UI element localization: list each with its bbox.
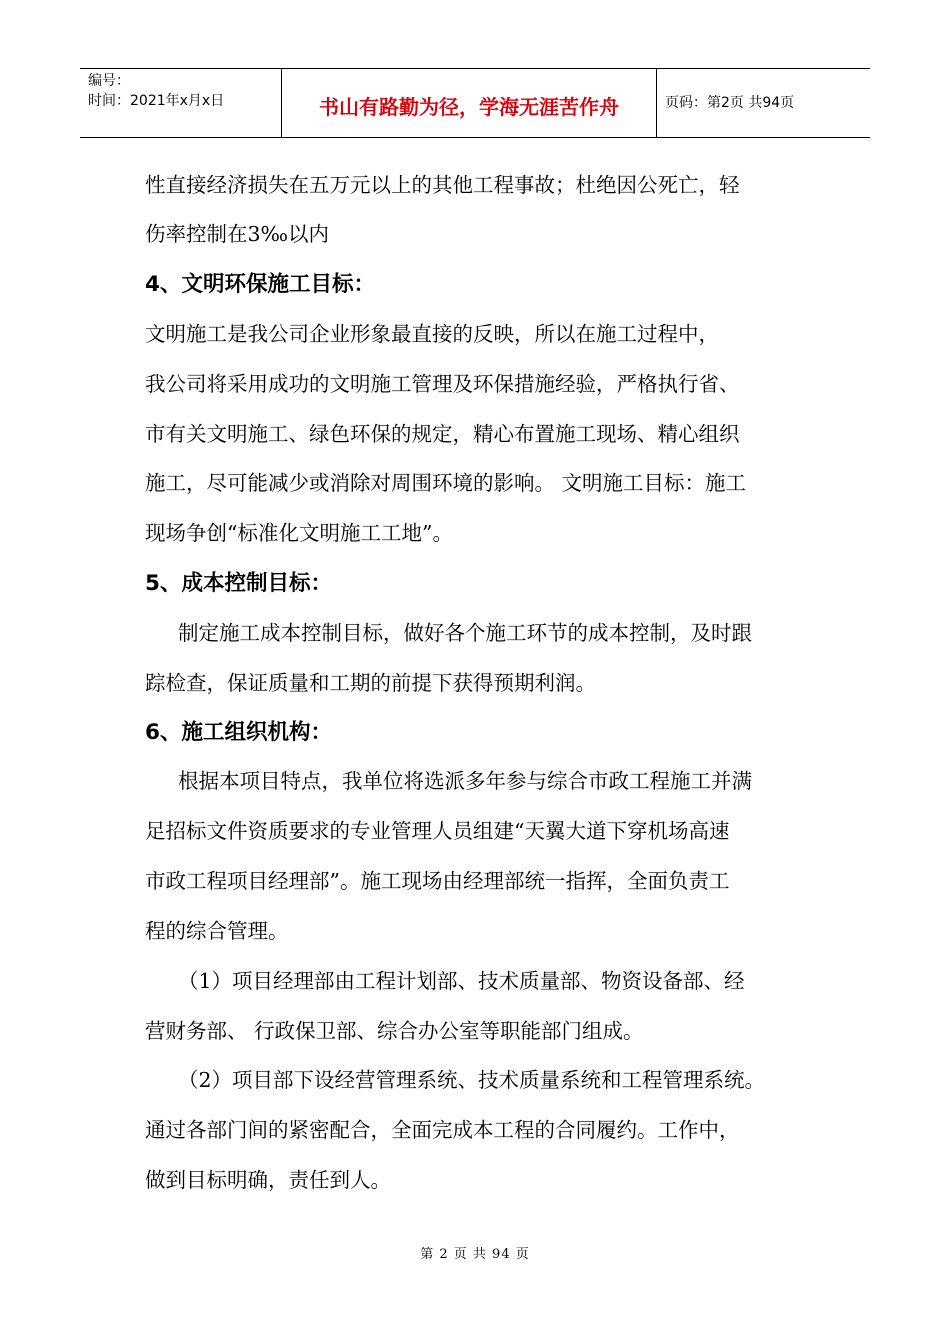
body-line: 施工，尽可能减少或消除对周围环境的影响。 文明施工目标：施工	[145, 471, 747, 495]
header-info-cell	[80, 69, 282, 137]
header-page-cell	[657, 69, 870, 137]
page-header	[80, 68, 870, 138]
document-time-label: 时间：2021年x月x日	[88, 93, 225, 109]
body-line: （2）项目部下设经营管理系统、技术质量系统和工程管理系统。	[178, 1068, 766, 1092]
body-line: 做到目标明确，责任到人。	[145, 1168, 391, 1192]
body-line: 文明施工是我公司企业形象最直接的反映，所以在施工过程中，	[145, 322, 719, 346]
document-number-label: 编号：	[88, 73, 130, 89]
header-page-label: 页码：第2页 共94页	[665, 95, 795, 111]
page-footer: 第 2 页 共 94 页	[420, 1247, 530, 1262]
body-line: 伤率控制在3‰以内	[145, 222, 330, 246]
body-line: 现场争创“标准化文明施工工地”。	[145, 521, 453, 545]
body-line: 性直接经济损失在五万元以上的其他工程事故；杜绝因公死亡，轻	[145, 173, 740, 197]
body-line: 程的综合管理。	[145, 919, 289, 943]
section-heading-5: 5、成本控制目标：	[145, 571, 332, 596]
body-line: 市政工程项目经理部”。施工现场由经理部统一指挥，全面负责工	[145, 869, 730, 893]
header-motto: 书山有路勤为径，学海无涯苦作舟	[319, 95, 619, 119]
section-heading-6: 6、施工组织机构：	[145, 720, 332, 745]
body-line: （1）项目经理部由工程计划部、技术质量部、物资设备部、经	[178, 969, 745, 993]
body-line: 我公司将采用成功的文明施工管理及环保措施经验，严格执行省、	[145, 372, 740, 396]
body-line: 制定施工成本控制目标，做好各个施工环节的成本控制，及时跟	[178, 621, 752, 645]
body-line: 市有关文明施工、绿色环保的规定，精心布置施工现场、精心组织	[145, 422, 740, 446]
body-line: 踪检查，保证质量和工期的前提下获得预期利润。	[145, 671, 596, 695]
body-line: 营财务部、 行政保卫部、综合办公室等职能部门组成。	[145, 1019, 644, 1043]
body-line: 根据本项目特点，我单位将选派多年参与综合市政工程施工并满	[178, 769, 752, 793]
body-line: 足招标文件资质要求的专业管理人员组建“天翼大道下穿机场高速	[145, 819, 730, 843]
body-line: 通过各部门间的紧密配合，全面完成本工程的合同履约。工作中，	[145, 1118, 740, 1142]
section-heading-4: 4、文明环保施工目标：	[145, 272, 375, 297]
header-motto-cell	[282, 69, 657, 137]
